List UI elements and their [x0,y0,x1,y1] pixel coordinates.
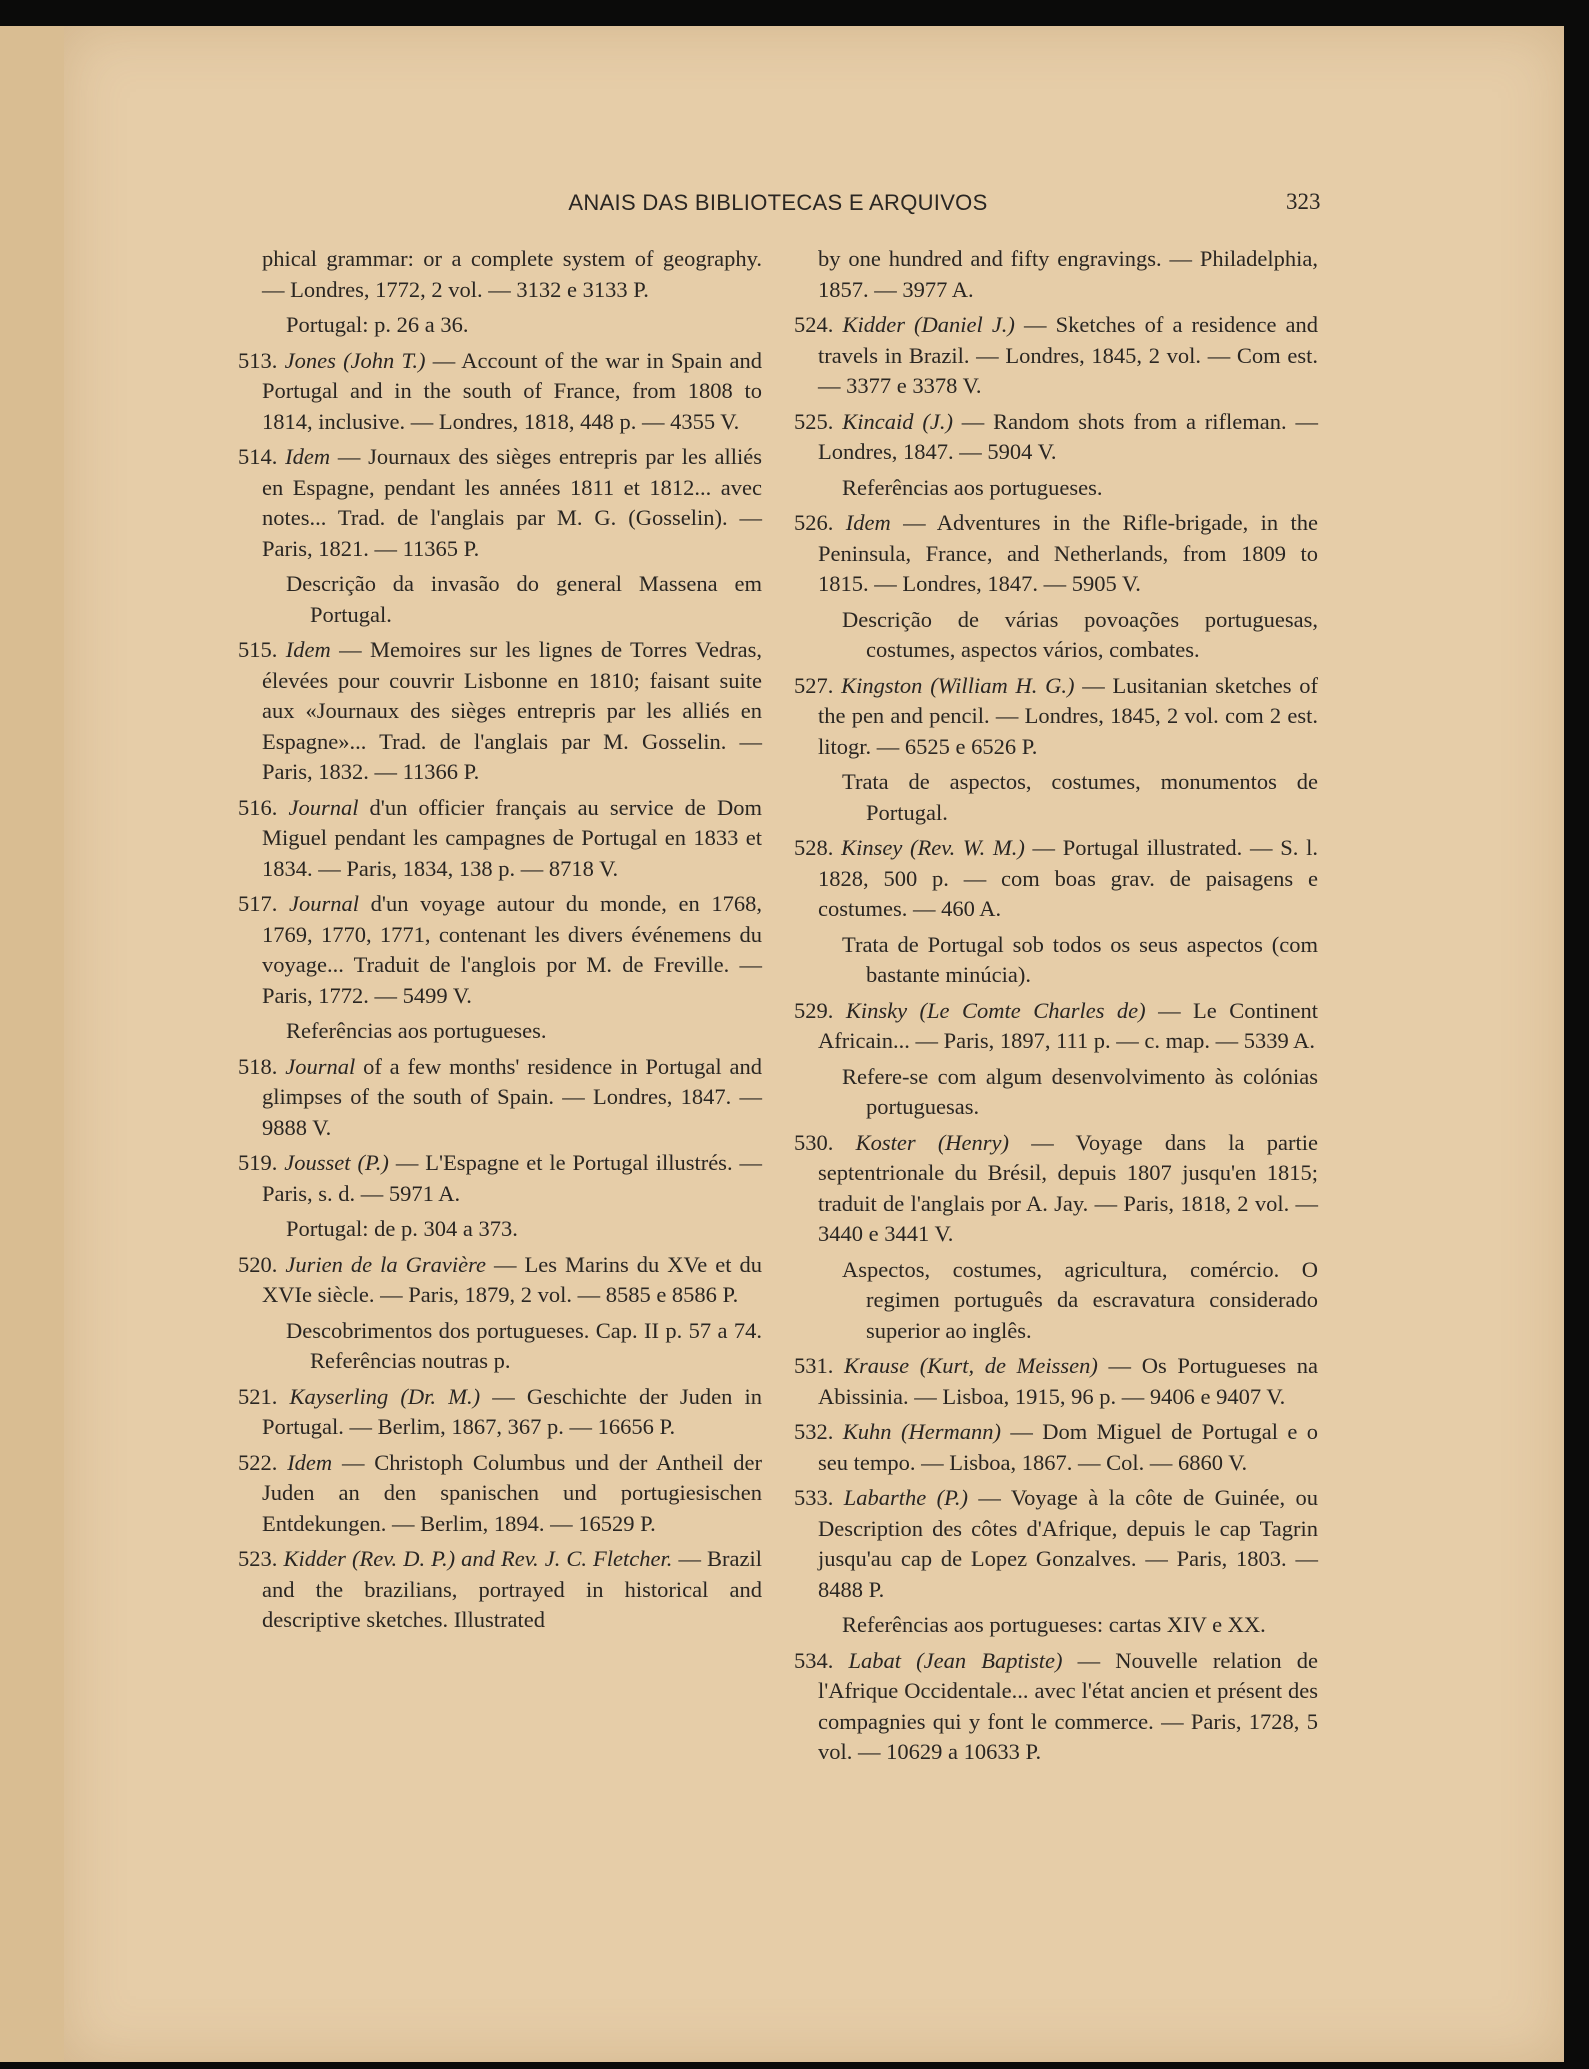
entry-note: Trata de Portugal sob todos os seus aspectos (com bastante minúcia). [842,931,1318,987]
entry-number: 534. [794,1647,834,1673]
left-entry-list [238,346,763,1636]
entry-text: — Brazil and the brazilians, portrayed in historical and descriptive sketches. Illustrated [262,1546,762,1632]
entry-note: Aspectos, costumes, agricultura, comércio. O regimen português da escravatura considerado superior ao inglês. [842,1256,1318,1343]
entry-note: Trata de aspectos, costumes, monumentos de Portugal. [842,769,1318,825]
entry-author: Kidder (Daniel J.) [842,312,1015,337]
entry-text: — Lusitanian sketches of the pen and pencil. — Londres, 1845, 2 vol. com 2 est. litogr. — 6525 e 6526 P. [818,672,1318,759]
entry-number: 513. [238,347,278,373]
bibliography-entry [238,346,763,438]
entry-author: Jones (John T.) [284,347,426,373]
entry-author: Labat (Jean Baptiste) [848,1647,1063,1673]
entry-note: Referências aos portugueses. [842,474,1103,500]
page-binding-edge [0,26,71,2062]
entry-author: Koster (Henry) [855,1129,1010,1155]
entry-text: — Voyage à la côte de Guinée, ou Description des côtes d'Afrique, depuis le cap Tagrin jusqu'au cap de Lopez Gonzalves. — Paris, 1803. — 8488 P. [818,1485,1319,1602]
entry-number: 532. [794,1419,834,1444]
entry-note: Descrição da invasão do general Massena em Portugal. [286,571,762,627]
entry-text: — L'Espagne et le Portugal illustrés. — Paris, s. d. — 5971 A. [262,1150,762,1206]
entry-number: 528. [794,835,834,860]
continued-entry: phical grammar: or a complete system of geography. — Londres, 1772, 2 vol. — 3132 e 3133 P. [262,246,762,302]
continued-entry: by one hundred and fifty engravings. — Philadelphia, 1857. — 3977 A. [818,246,1318,302]
bibliography-entry [238,1052,763,1144]
entry-text: — Les Marins du XVe et du XVIe siècle. — Paris, 1879, 2 vol. — 8585 e 8586 P. [262,1251,763,1307]
entry-text: — Geschichte der Juden in Portugal. — Berlim, 1867, 367 p. — 16656 P. [262,1383,763,1439]
entry-author: Kincaid (J.) [842,408,953,434]
bibliography-entry [794,1646,1318,1768]
bibliography-entry [238,442,762,564]
entry-text: — Portugal illustrated. — S. l. 1828, 500 p. — com boas grav. de paisagens e costumes. — 460 A. [818,835,1318,921]
entry-author: Kingston (William H. G.) [841,672,1075,698]
entry-text: — Sketches of a residence and travels in Brazil. — Londres, 1845, 2 vol. — Com est. — 3377 e 3378 V. [818,312,1318,398]
bibliography-entry [794,996,1318,1057]
entry-author: Kinsky (Le Comte Charles de) [845,997,1146,1023]
bibliography-entry [238,1382,763,1443]
entry-text: — Dom Miguel de Portugal e o seu tempo. — Lisboa, 1867. — Col. — 6860 V. [818,1419,1319,1475]
bibliography-entry [794,833,1318,925]
entry-author: Idem [285,444,331,469]
entry-text: — Memoires sur les lignes de Torres Vedras, élevées pour couvrir Lisbonne en 1810; faisant suite aux «Journaux des sièges entrepris par les alliés en Espagne»... Trad. de l'anglais par M. Gosselin. — Paris, 1832. — 11366 P. [262,637,762,784]
entry-number: 516. [238,794,278,820]
bibliography-entry [794,1483,1319,1605]
bibliography-entry [794,1351,1318,1412]
entry-author: Idem [285,637,331,662]
entry-number: 525. [794,408,834,434]
entry-author: Idem [287,1449,333,1475]
entry-number: 531. [794,1353,834,1378]
entry-number: 530. [794,1129,834,1155]
entry-number: 520. [238,1251,278,1277]
bibliography-entry [238,793,762,885]
entry-text: — Christoph Columbus und der Antheil der Juden an den spanischen und portugiesischen Entdekungen. — Berlim, 1894. — 16529 P. [262,1449,763,1536]
entry-text: d'un officier français au service de Dom Miguel pendant les campagnes de Portugal en 1833 et 1834. — Paris, 1834, 138 p. — 8718 V. [262,794,762,881]
entry-number: 533. [794,1485,834,1510]
entry-author: Idem [845,510,891,535]
entry-note: Refere-se com algum desenvolvimento às colónias portuguesas. [842,1063,1318,1119]
entry-author: Jousset (P.) [284,1150,389,1175]
entry-text: — Account of the war in Spain and Portugal and in the south of France, from 1808 to 1814, inclusive. — Londres, 1818, 448 p. — 4355 V. [262,347,763,434]
entry-number: 527. [794,672,834,698]
bibliography-entry [794,407,1318,468]
entry-author: Jurien de la Gravière [285,1251,487,1277]
entry-note: Portugal: p. 26 a 36. [286,312,469,337]
entry-number: 519. [238,1150,278,1175]
entry-number: 514. [238,444,278,469]
entry-number: 523. [238,1546,278,1571]
bibliography-entry [794,310,1318,402]
entry-number: 526. [794,510,834,535]
entry-author: Journal [289,891,360,916]
bibliography-entry [794,1417,1319,1478]
entry-text: — Adventures in the Rifle-brigade, in the Peninsula, France, and Netherlands, from 1809 to 1815. — Londres, 1847. — 5905 V. [818,510,1318,596]
entry-text: — Le Continent Africain... — Paris, 1897, 111 p. — c. map. — 5339 A. [818,997,1318,1053]
entry-text: — Journaux des sièges entrepris par les alliés en Espagne, pendant les années 1811 et 1812... avec notes... Trad. de l'anglais par M. G. (Gosselin). — Paris, 1821. — 11365 P. [262,444,762,561]
bibliography-entry [238,1250,763,1311]
entry-note: Portugal: de p. 304 a 373. [286,1216,518,1241]
entry-author: Journal [285,1053,356,1079]
entry-note: Referências aos portugueses. [286,1018,547,1043]
entry-number: 518. [238,1053,278,1079]
entry-author: Kuhn (Hermann) [842,1419,1001,1444]
bibliography-entry [238,1448,763,1540]
entry-note: Descobrimentos dos portugueses. Cap. II p. 57 a 74. Referências noutras p. [286,1317,762,1373]
bibliography-entry [794,1128,1318,1250]
entry-text: d'un voyage autour du monde, en 1768, 1769, 1770, 1771, contenant les divers événemens du voyage... Traduit de l'anglois por M. de Freville. — Paris, 1772. — 5499 V. [262,891,763,1008]
entry-note: Descrição de várias povoações portuguesas, costumes, aspectos vários, combates. [842,606,1318,662]
page-number: 323 [1286,189,1321,214]
entry-text: — Os Portugueses na Abissinia. — Lisboa, 1915, 96 p. — 9406 e 9407 V. [818,1353,1318,1409]
bibliography-entry [238,1148,762,1209]
entry-author: Kidder (Rev. D. P.) and Rev. J. C. Fletcher. [283,1546,673,1571]
entry-note: Referências aos portugueses: cartas XIV e XX. [842,1612,1266,1637]
bibliography-entry [794,508,1318,600]
entry-author: Journal [288,794,359,820]
entry-author: Kinsey (Rev. W. M.) [841,835,1025,860]
bibliography-entry [794,671,1318,763]
entry-author: Kayserling (Dr. M.) [289,1383,481,1409]
bibliography-entry [238,635,762,788]
entry-number: 515. [238,637,278,662]
right-entry-list [794,310,1319,1768]
entry-number: 521. [238,1383,278,1409]
entry-text: — Voyage dans la partie septentrionale du Brésil, depuis 1807 jusqu'en 1815; traduit de l'anglais por A. Jay. — Paris, 1818, 2 vol. — 3440 e 3441 V. [818,1129,1318,1246]
right-column [794,244,1319,1773]
entry-number: 524. [794,312,834,337]
entry-number: 529. [794,997,834,1023]
bibliography-entry [238,1544,762,1636]
entry-number: 522. [238,1449,278,1475]
left-column [238,244,763,1641]
running-header: ANAIS DAS BIBLIOTECAS E ARQUIVOS [568,190,988,215]
entry-text: — Random shots from a rifleman. — Londres, 1847. — 5904 V. [818,408,1318,464]
bibliography-entry [238,889,763,1011]
entry-author: Krause (Kurt, de Meissen) [844,1353,1098,1378]
entry-text: of a few months' residence in Portugal and glimpses of the south of Spain. — Londres, 1847. — 9888 V. [262,1053,763,1140]
entry-number: 517. [238,891,278,916]
entry-text: — Nouvelle relation de l'Afrique Occidentale... avec l'état ancien et présent des compagnies qui y font le commerce. — Paris, 1728, 5 vol. — 10629 a 10633 P. [818,1647,1318,1764]
entry-author: Labarthe (P.) [843,1485,969,1510]
